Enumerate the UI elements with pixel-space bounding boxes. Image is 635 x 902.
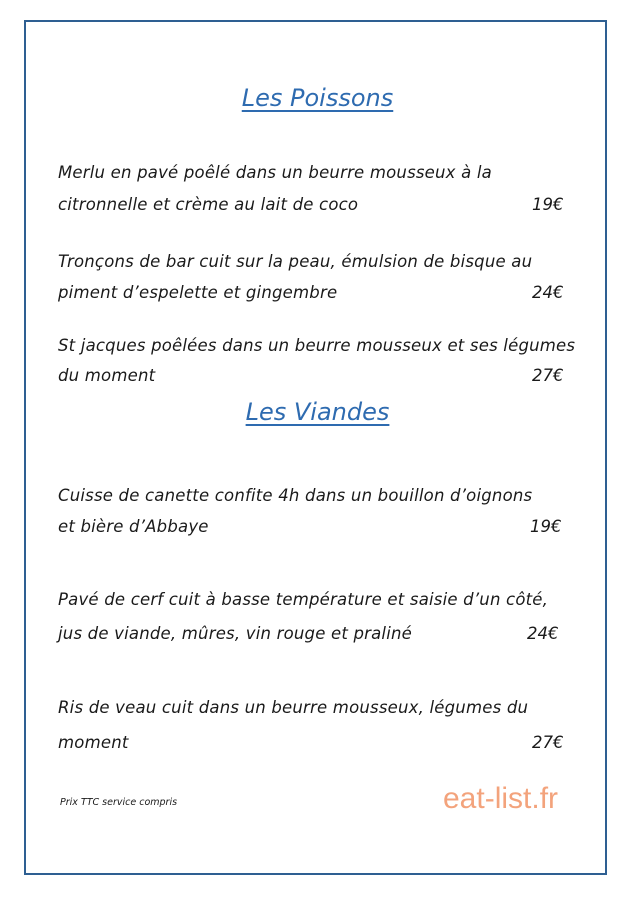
item-line-1: Merlu en pavé poêlé dans un beurre mousseux à la (58, 163, 492, 182)
item-price: 27€ (532, 366, 564, 385)
item-line-1: Cuisse de canette confite 4h dans un bouillon d’oignons (58, 486, 533, 505)
item-line-2: citronnelle et crème au lait de coco (58, 195, 359, 214)
item-price: 24€ (532, 283, 564, 302)
item-line-2: moment (58, 733, 129, 752)
item-line-1: Pavé de cerf cuit à basse température et saisie d’un côté, (58, 590, 549, 609)
item-line-2: jus de viande, mûres, vin rouge et praliné (58, 624, 413, 643)
section-title-poissons: Les Poissons (241, 84, 394, 112)
item-line-1: St jacques poêlées dans un beurre mousseux et ses légumes (58, 336, 576, 355)
item-price: 27€ (532, 733, 564, 752)
item-price: 19€ (532, 195, 564, 214)
item-line-2: du moment (58, 366, 156, 385)
item-line-1: Ris de veau cuit dans un beurre mousseux, légumes du (58, 698, 529, 717)
item-price: 19€ (530, 517, 562, 536)
watermark-logo: eat-list.fr (443, 782, 559, 815)
item-line-2: et bière d’Abbaye (58, 517, 209, 536)
item-price: 24€ (527, 624, 559, 643)
section-title-viandes: Les Viandes (245, 398, 390, 426)
price-note: Prix TTC service compris (60, 797, 178, 808)
item-line-2: piment d’espelette et gingembre (58, 283, 338, 302)
item-line-1: Tronçons de bar cuit sur la peau, émulsion de bisque au (58, 252, 533, 271)
